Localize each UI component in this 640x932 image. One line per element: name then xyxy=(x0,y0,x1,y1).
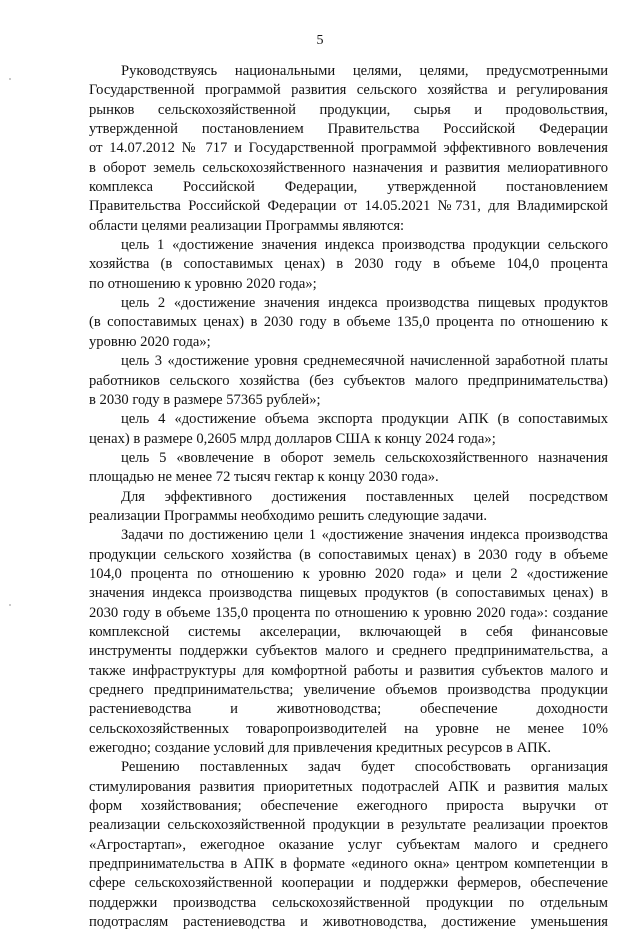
text-line: сфере сельскохозяйственной кооперации и поддержки фермеров, обеспечение xyxy=(89,875,608,892)
text-line: инструменты поддержки субъектов малого и среднего предпринимательства, а xyxy=(89,643,608,660)
text-line: поддержки производства сельскохозяйственной продукции по отдельным xyxy=(89,894,608,911)
text-line: ценах) в размере 0,2605 млрд долларов США к концу 2024 года»; xyxy=(89,430,496,447)
text-line: предпринимательства в АПК в формате «единого окна» центром компетенции в xyxy=(89,856,608,873)
text-line: форм хозяйствования; обеспечение ежегодного прироста выручки от xyxy=(89,798,608,815)
text-line: Для эффективного достижения поставленных целей посредством xyxy=(121,488,608,505)
text-line: работников сельского хозяйства (без субъектов малого предпринимательства) xyxy=(89,372,608,389)
text-line: среднего предпринимательства; увеличение объемов производства продукции xyxy=(89,682,608,698)
text-line: подотраслям растениеводства и животноводства, достижение уменьшения xyxy=(89,914,608,931)
text-line: в 2030 году в размере 57365 рублей»; xyxy=(89,391,321,408)
text-line: ежегодно; создание условий для привлечения кредитных ресурсов в АПК. xyxy=(89,740,552,757)
text-line: значения индекса производства пищевых продуктов (в сопоставимых ценах) в xyxy=(89,585,608,602)
text-line: (в сопоставимых ценах) в 2030 году в объеме 135,0 процента по отношению к xyxy=(89,314,608,331)
text-line: реализации сельскохозяйственной продукции в результате реализации проектов xyxy=(89,817,608,834)
text-line: Руководствуясь национальными целями, целями, предусмотренными xyxy=(121,63,608,79)
text-line: цель 4 «достижение объема экспорта продукции АПК (в сопоставимых xyxy=(121,411,608,428)
text-line: цель 2 «достижение значения индекса производства пищевых продуктов xyxy=(121,295,608,312)
text-line: 2030 году в объеме 135,0 процента по отношению к уровню 2020 года»: создание xyxy=(89,604,608,621)
text-line: в оборот земель сельскохозяйственного назначения и развития мелиоративного xyxy=(89,159,608,176)
text-line: от 14.07.2012 № 717 и Государственной программой эффективного вовлечения xyxy=(89,140,608,157)
text-line: Решению поставленных задач будет способствовать организация xyxy=(121,759,608,776)
text-line: по отношению к уровню 2020 года»; xyxy=(89,275,317,292)
text-line: сельскохозяйственных товаропроизводителей на уровне не менее 10% xyxy=(89,720,608,737)
text-line: области целями реализации Программы являются: xyxy=(89,217,405,234)
text-line: хозяйства (в сопоставимых ценах) в 2030 году в объеме 104,0 процента xyxy=(89,256,608,273)
text-line: комплексной системы акселерации, включающей в себя финансовые xyxy=(89,623,608,640)
text-line: 104,0 процента по отношению к уровню 2020 года» и цели 2 «достижение xyxy=(89,565,608,582)
text-line: утвержденной постановлением Правительства Российской Федерации xyxy=(89,121,608,138)
text-line: Государственной программой развития сельского хозяйства и регулирования xyxy=(89,82,608,99)
text-line: площадью не менее 72 тысяч гектар к концу 2030 года». xyxy=(89,469,439,486)
text-line: стимулирования развития приоритетных подотраслей АПК и развития малых xyxy=(89,778,608,795)
text-line: Задачи по достижению цели 1 «достижение значения индекса производства xyxy=(121,527,608,544)
text-line: продукции сельского хозяйства (в сопоставимых ценах) в 2030 году в объеме xyxy=(89,546,608,563)
margin-mark xyxy=(9,78,11,80)
text-line: комплекса Российской Федерации, утвержденной постановлением xyxy=(89,179,608,196)
document-body xyxy=(89,62,608,932)
text-line: цель 5 «вовлечение в оборот земель сельскохозяйственного назначения xyxy=(121,449,608,466)
text-line: также инфраструктуры для комфортной работы и развития субъектов малого и xyxy=(89,662,608,679)
text-line: Правительства Российской Федерации от 14.05.2021 №731, для Владимирской xyxy=(89,198,608,215)
text-line: уровню 2020 года»; xyxy=(89,333,211,350)
page-number: 5 xyxy=(316,33,324,48)
text-line: рынков сельскохозяйственной продукции, сырья и продовольствия, xyxy=(89,101,608,118)
text-line: реализации Программы необходимо решить следующие задачи. xyxy=(89,507,487,524)
margin-mark xyxy=(9,604,11,606)
text-line: «Агростартап», ежегодное оказание услуг субъектам малого и среднего xyxy=(89,836,608,853)
text-line: растениеводства и животноводства; обеспечение доходности xyxy=(89,701,608,718)
text-line: цель 1 «достижение значения индекса производства продукции сельского xyxy=(121,237,608,254)
text-line: цель 3 «достижение уровня среднемесячной начисленной заработной платы xyxy=(121,353,608,370)
